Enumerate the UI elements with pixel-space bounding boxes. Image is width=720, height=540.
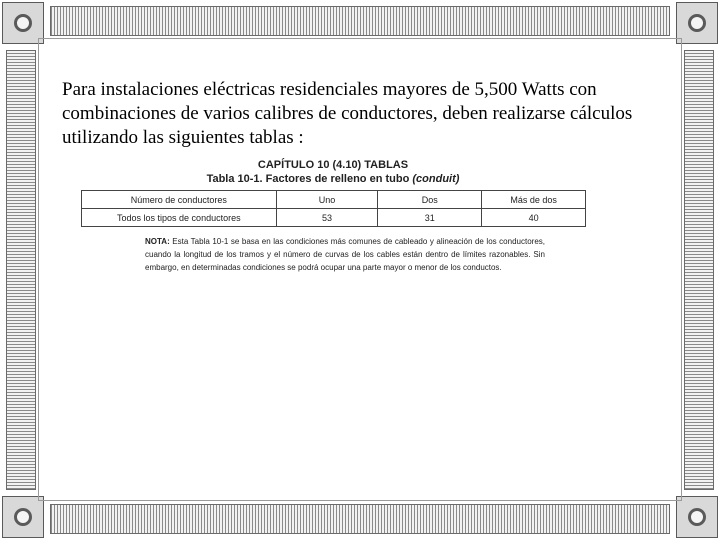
inner-border-right [681,38,682,500]
frame-top-bar [50,6,670,36]
note-text: Esta Tabla 10-1 se basa en las condiciones más comunes de cableado y alineación de los conductores, cuando la longitud de los tramos y el número de curvas de los cables están dentro de límites razonables. Sin embargo, en determinadas condiciones se podrá ocupar una parte mayor o menor de los conductos. [145,237,545,272]
table-cell: 40 [482,209,586,227]
inner-border-left [38,38,39,500]
frame-bottom-bar [50,504,670,534]
header-cell: Dos [378,191,482,209]
ring-icon [14,508,32,526]
inner-border-bottom [38,500,682,501]
header-cell: Número de conductores [82,191,277,209]
frame-left-bar [6,50,36,490]
table-cell: 31 [378,209,482,227]
fill-factor-table [81,190,586,227]
frame-corner-bottom-right [676,496,718,538]
note-label: NOTA: [145,237,170,246]
ring-icon [688,508,706,526]
table-cell: Todos los tipos de conductores [82,209,277,227]
header-cell: Uno [276,191,378,209]
table-title-italic: (conduit) [412,173,460,185]
frame-right-bar [684,50,714,490]
ring-icon [688,14,706,32]
inner-border-top [38,38,682,39]
table-heading [80,158,586,186]
table-header-row [82,191,586,209]
frame-corner-bottom-left [2,496,44,538]
chapter-title: CAPÍTULO 10 (4.10) TABLAS [257,159,409,171]
table-row [82,209,586,227]
table-note [145,235,545,274]
table-title: Tabla 10-1. Factores de relleno en tubo (conduit) [206,173,460,185]
intro-paragraph: Para instalaciones eléctricas residenciales mayores de 5,500 Watts con combinaciones de varios calibres de conductores, deben realizarse cálculos utilizando las siguientes tablas : [62,79,633,148]
header-cell: Más de dos [482,191,586,209]
frame-corner-top-right [676,2,718,44]
ring-icon [14,14,32,32]
table-cell: 53 [276,209,378,227]
